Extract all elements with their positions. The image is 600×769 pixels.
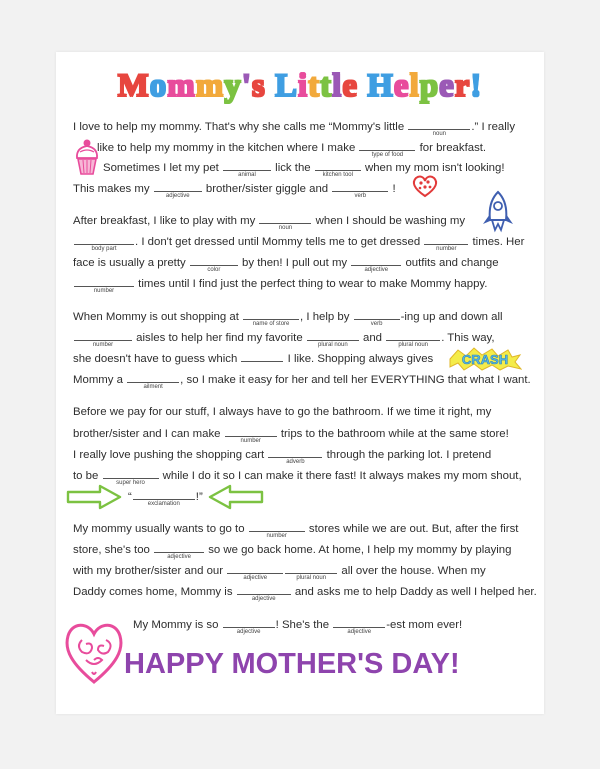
story-line: brother/sister and I can make number trips to the bathroom while at the same store! bbox=[73, 428, 509, 444]
rocket-icon bbox=[478, 190, 518, 236]
blank-field[interactable]: name of store bbox=[243, 309, 299, 320]
story-line: to be super hero while I do it so I can make it there fast! It always makes my mom shout, bbox=[73, 470, 522, 486]
footer-greeting: HAPPY MOTHER'S DAY! bbox=[124, 648, 460, 680]
story-line: I really love pushing the shopping cart adverb through the parking lot. I pretend bbox=[73, 449, 492, 465]
title-letter: s bbox=[251, 68, 266, 104]
blank-field[interactable]: kitchen tool bbox=[315, 160, 361, 171]
title-letter bbox=[358, 68, 367, 104]
story-line: When Mommy is out shopping at name of store , I help by verb -ing up and down all bbox=[73, 311, 503, 327]
blank-field[interactable]: adjective bbox=[237, 584, 291, 595]
crash-burst-icon bbox=[448, 347, 522, 371]
blank-field[interactable]: adjective bbox=[351, 255, 401, 266]
blank-field[interactable]: animal bbox=[223, 160, 271, 171]
title-letter: ' bbox=[241, 68, 252, 104]
story-line: store, she's too adjective so we go back home. At home, I help my mommy by playing bbox=[73, 544, 512, 560]
blank-field[interactable]: noun bbox=[259, 213, 311, 224]
blank-field[interactable]: number bbox=[74, 330, 132, 341]
title-letter: e bbox=[439, 68, 455, 104]
blank-field[interactable]: adjective bbox=[333, 617, 385, 628]
arrow-right-icon bbox=[66, 484, 122, 510]
blank-field[interactable]: super hero bbox=[103, 468, 159, 479]
blank-field[interactable]: number bbox=[74, 276, 134, 287]
blank-field[interactable]: noun bbox=[408, 119, 470, 130]
blank-field[interactable] bbox=[241, 351, 283, 362]
story-line: body part . I don't get dressed until Mommy tells me to get dressed number times. Her bbox=[73, 234, 529, 249]
blank-field[interactable]: ailment bbox=[127, 372, 179, 383]
blank-field[interactable]: adjective bbox=[154, 542, 204, 553]
title-letter: y bbox=[224, 68, 242, 104]
swirl-heart-icon bbox=[62, 616, 126, 686]
title-letter bbox=[266, 68, 275, 104]
blank-field[interactable]: verb bbox=[332, 181, 388, 192]
page-title bbox=[0, 68, 600, 105]
arrow-left-icon bbox=[208, 484, 264, 510]
story-line: “ exclamation !” bbox=[128, 491, 203, 507]
title-letter: m bbox=[167, 68, 196, 104]
heart-cookie-icon bbox=[411, 174, 439, 198]
story-line: After breakfast, I like to play with my noun when I should be washing my bbox=[73, 215, 466, 231]
crash-text: CRASH bbox=[461, 352, 509, 367]
story-line: number times until I find just the perfect thing to wear to make Mommy happy. bbox=[73, 276, 529, 291]
blank-field[interactable]: number bbox=[225, 426, 277, 437]
story-line: Daddy comes home, Mommy is adjective and asks me to help Daddy as well I helped her. bbox=[73, 586, 537, 602]
story-line: with my brother/sister and our adjective plural noun all over the house. When my bbox=[73, 565, 486, 581]
blank-field[interactable]: color bbox=[190, 255, 238, 266]
title-letter: m bbox=[195, 68, 225, 104]
story-line: number aisles to help her find my favorite plural noun and plural noun . This way, bbox=[73, 330, 529, 345]
story-line: face is usually a pretty color by then! I pull out my adjective outfits and change bbox=[73, 257, 499, 273]
blank-field[interactable]: adjective bbox=[154, 181, 202, 192]
story-line: I love to help my mommy. That's why she calls me “Mommy's little noun .” I really bbox=[73, 121, 516, 137]
blank-field[interactable]: body part bbox=[74, 234, 134, 245]
title-letter: e bbox=[342, 68, 358, 104]
title-letter: M bbox=[117, 68, 150, 104]
blank-field[interactable]: verb bbox=[354, 309, 400, 320]
blank-field[interactable]: plural noun bbox=[285, 563, 337, 574]
title-letter: l bbox=[332, 68, 343, 104]
blank-field[interactable]: number bbox=[424, 234, 468, 245]
story-line: Before we pay for our stuff, I always have to go the bathroom. If we time it right, my bbox=[73, 406, 492, 418]
blank-field[interactable]: exclamation bbox=[133, 489, 195, 500]
title-letter: e bbox=[393, 68, 410, 104]
story-line: This makes my adjective brother/sister giggle and verb ! bbox=[73, 183, 396, 199]
story-line: My Mommy is so adjective ! She's the adjective -est mom ever! bbox=[133, 619, 463, 635]
story-line: like to help my mommy in the kitchen where I make type of food for breakfast. bbox=[97, 142, 487, 158]
blank-field[interactable]: type of food bbox=[359, 140, 415, 151]
title-letter: r bbox=[454, 68, 471, 104]
blank-field[interactable]: adjective bbox=[227, 563, 283, 574]
story-line: Sometimes I let my pet animal lick the kitchen tool when my mom isn't looking! bbox=[103, 162, 505, 178]
title-letter: t bbox=[308, 68, 321, 104]
title-letter: ! bbox=[470, 68, 483, 104]
title-letter: H bbox=[367, 68, 394, 104]
title-letter: l bbox=[409, 68, 420, 104]
story-line: she doesn't have to guess which I like. Shopping always gives bbox=[73, 353, 434, 365]
title-letter: o bbox=[149, 68, 168, 104]
blank-field[interactable]: plural noun bbox=[386, 330, 440, 341]
cupcake-icon bbox=[72, 136, 102, 178]
blank-field[interactable]: adverb bbox=[268, 447, 322, 458]
blank-field[interactable]: plural noun bbox=[307, 330, 359, 341]
title-letter: t bbox=[320, 68, 333, 104]
title-letter: p bbox=[419, 68, 440, 104]
title-letter: L bbox=[274, 68, 298, 104]
blank-field[interactable]: number bbox=[249, 521, 305, 532]
story-line: Mommy a ailment , so I make it easy for her and tell her EVERYTHING that what I want. bbox=[73, 374, 531, 390]
blank-field[interactable]: adjective bbox=[223, 617, 275, 628]
title-letter: i bbox=[298, 68, 309, 104]
story-line: My mommy usually wants to go to number stores while we are out. But, after the first bbox=[73, 523, 519, 539]
